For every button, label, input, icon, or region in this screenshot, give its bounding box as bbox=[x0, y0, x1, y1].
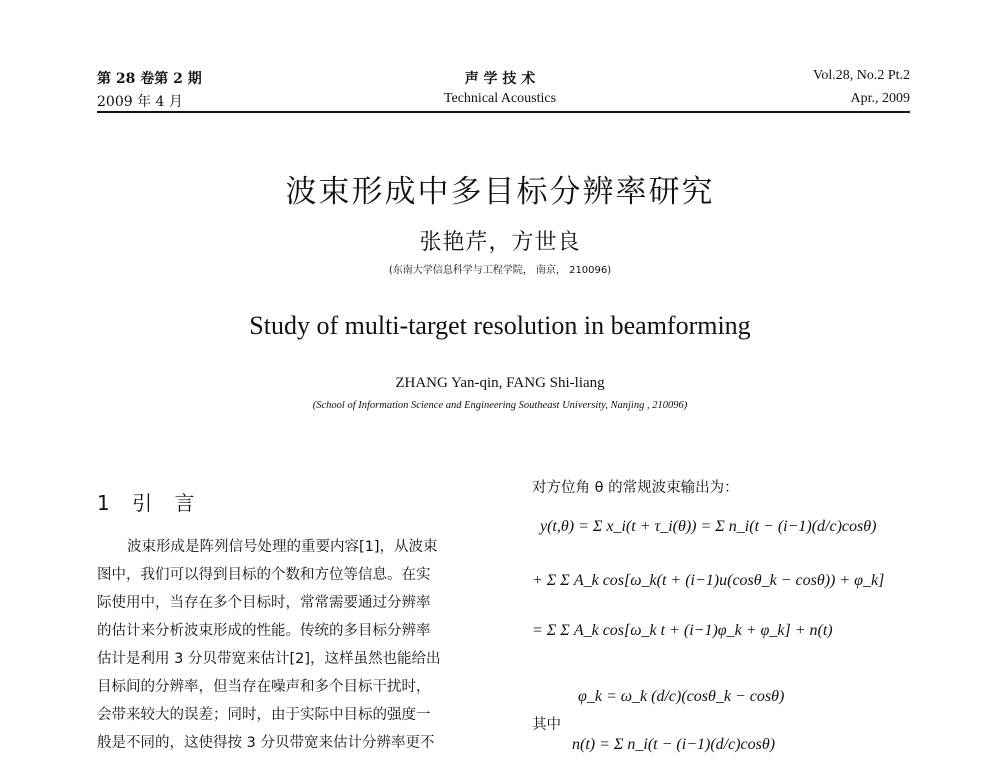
paper-title-en: Study of multi-target resolution in beamforming bbox=[249, 311, 751, 340]
affiliation-zh: (东南大学信息科学与工程学院， 南京， 210096) bbox=[388, 265, 612, 276]
body-line: 估计是利用 3 分贝带宽来估计[2]，这样虽然也能给出 bbox=[97, 651, 441, 667]
section-heading: 1 引 言 bbox=[97, 491, 203, 515]
publication-date-en: Apr., 2009 bbox=[850, 91, 910, 106]
volume-issue-en: Vol.28, No.2 Pt.2 bbox=[813, 68, 910, 83]
journal-name-zh: 声 学 技 术 bbox=[464, 71, 536, 87]
header-rule bbox=[97, 111, 910, 113]
equation-4: φ_k = ω_k (d/c)(cosθ_k − cosθ) bbox=[578, 688, 785, 705]
body-line: 目标间的分辨率，但当存在噪声和多个目标干扰时， bbox=[97, 679, 431, 695]
body-line: 会带来较大的误差；同时，由于实际中目标的强度一 bbox=[97, 707, 431, 723]
authors-en: ZHANG Yan-qin, FANG Shi-liang bbox=[395, 375, 605, 391]
equation-3: = Σ Σ A_k cos[ω_k t + (i−1)φ_k + φ_k] + n(t) bbox=[532, 622, 833, 639]
volume-issue-zh: 第 28 卷第 2 期 bbox=[97, 71, 202, 87]
affiliation-en: (School of Information Science and Engineering Southeast University, Nanjing , 210096) bbox=[312, 400, 688, 411]
body-line: 际使用中，当存在多个目标时，常常需要通过分辨率 bbox=[97, 595, 431, 611]
section-body bbox=[97, 533, 513, 757]
authors-zh: 张艳芹，方世良 bbox=[419, 230, 581, 255]
body-line: 波束形成是阵列信号处理的重要内容[1]，从波束 bbox=[127, 539, 438, 555]
equation-2: + Σ Σ A_k cos[ω_k(t + (i−1)u(cosθ_k − cosθ)) + φ_k] bbox=[532, 572, 885, 589]
qizhong-label: 其中 bbox=[532, 717, 561, 733]
paper-title-zh: 波束形成中多目标分辨率研究 bbox=[285, 174, 715, 210]
body-line: 般是不同的，这使得按 3 分贝带宽来估计分辨率更不 bbox=[97, 735, 435, 751]
equation-5: n(t) = Σ n_i(t − (i−1)(d/c)cosθ) bbox=[572, 736, 776, 753]
body-line: 图中，我们可以得到目标的个数和方位等信息。在实 bbox=[97, 567, 431, 583]
journal-name-en: Technical Acoustics bbox=[443, 91, 557, 106]
body-line: 的估计来分析波束形成的性能。传统的多目标分辨率 bbox=[97, 623, 431, 639]
equation-intro: 对方位角 θ 的常规波束输出为： bbox=[532, 480, 739, 496]
equation-1: y(t,θ) = Σ x_i(t + τ_i(θ)) = Σ n_i(t − (i−1)(d/c)cosθ) bbox=[540, 518, 877, 535]
publication-date-zh: 2009 年 4 月 bbox=[97, 94, 183, 110]
